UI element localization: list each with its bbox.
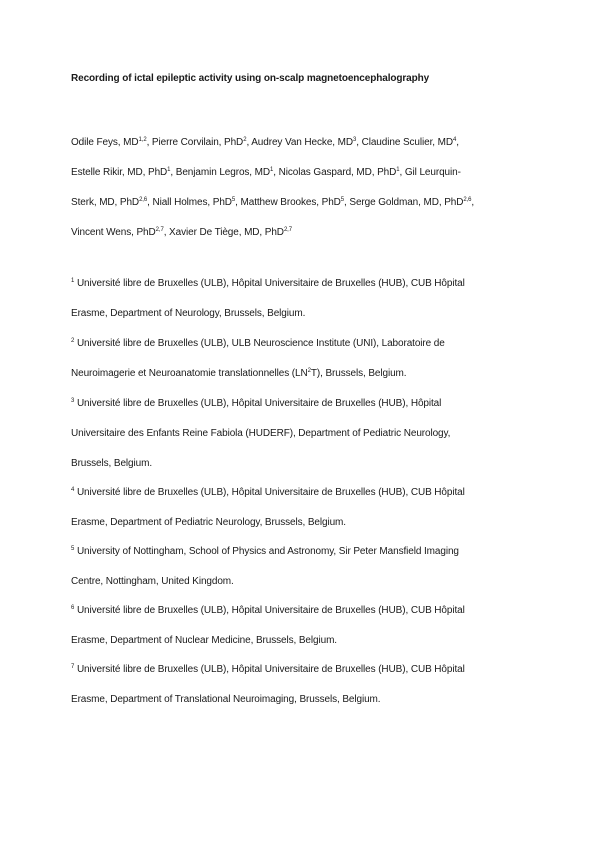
affiliation-number: 4 [71, 487, 75, 493]
affiliation-line [71, 329, 531, 359]
affiliation-line [71, 299, 531, 329]
text-run: Erasme, Department of Neurology, Brussels, Belgium. [71, 308, 306, 319]
text-run: Université libre de Bruxelles (ULB), Hôpital Universitaire de Bruxelles (HUB), CUB Hôpital [76, 605, 465, 616]
affiliation-number: 3 [71, 398, 75, 404]
affiliation-superscript: 2,6 [139, 197, 148, 203]
affiliation-line [71, 269, 531, 299]
affiliation-line [71, 419, 531, 449]
text-run: , Benjamin Legros, MD [170, 167, 271, 178]
affiliation-superscript: 2 [243, 137, 247, 143]
text-run: , Nicolas Gaspard, MD, PhD [273, 167, 397, 178]
affiliation-superscript: 5 [231, 197, 236, 203]
paper-title: Recording of ictal epileptic activity using on-scalp magnetoencephalography [71, 73, 430, 84]
text-run: , Audrey Van Hecke, MD [246, 137, 353, 148]
text-run: , Niall Holmes, PhD [147, 197, 232, 208]
affiliation-number: 1 [71, 278, 75, 284]
text-run: Université libre de Bruxelles (ULB), Hôpital Universitaire de Bruxelles (HUB), CUB Hôpital [76, 278, 465, 289]
affiliation-superscript: 2,7 [155, 227, 164, 233]
text-run: T), Brussels, Belgium. [310, 368, 407, 379]
author-line [71, 158, 531, 188]
affiliation-line [71, 685, 531, 715]
affiliation-item [71, 389, 531, 479]
text-run: Université libre de Bruxelles (ULB), ULB Neuroscience Institute (UNI), Laboratoire de [76, 338, 445, 349]
affiliation-superscript: 4 [452, 137, 457, 143]
text-run: Neuroimagerie et Neuroanatomie translationnelles (LN [71, 368, 308, 379]
text-run: Université libre de Bruxelles (ULB), Hôpital Universitaire de Bruxelles (HUB), Hôpital [76, 398, 442, 409]
affiliation-line [71, 449, 531, 479]
affiliation-line [71, 596, 531, 626]
author-line [71, 188, 531, 218]
affiliation-superscript: 1 [396, 167, 400, 173]
text-run: Odile Feys, MD [71, 137, 139, 148]
text-run: Sterk, MD, PhD [71, 197, 140, 208]
text-run: Brussels, Belgium. [71, 458, 153, 469]
text-run: , Xavier De Tiège, MD, PhD [163, 227, 284, 238]
affiliation-line [71, 478, 531, 508]
affiliation-number: 7 [71, 664, 75, 670]
affiliation-item [71, 478, 531, 538]
affiliation-line [71, 626, 531, 656]
text-run: Erasme, Department of Translational Neuroimaging, Brussels, Belgium. [71, 694, 381, 705]
text-run: Centre, Nottingham, United Kingdom. [71, 576, 234, 587]
affiliation-item [71, 655, 531, 715]
author-list [71, 128, 531, 248]
text-run: , Serge Goldman, MD, PhD [344, 197, 464, 208]
text-run: Université libre de Bruxelles (ULB), Hôpital Universitaire de Bruxelles (HUB), CUB Hôpital [76, 664, 465, 675]
affiliation-item [71, 596, 531, 656]
affiliation-superscript: 1,2 [138, 137, 147, 143]
author-line [71, 128, 531, 158]
affiliation-number: 5 [71, 546, 75, 552]
affiliation-number: 2 [71, 338, 75, 344]
text-run: Erasme, Department of Nuclear Medicine, Brussels, Belgium. [71, 635, 337, 646]
affiliation-item [71, 269, 531, 329]
text-run: , Pierre Corvilain, PhD [146, 137, 244, 148]
text-run: Université libre de Bruxelles (ULB), Hôpital Universitaire de Bruxelles (HUB), CUB Hôpital [76, 487, 465, 498]
affiliation-item [71, 329, 531, 389]
text-run: , [456, 137, 459, 148]
text-run: Erasme, Department of Pediatric Neurology, Brussels, Belgium. [71, 517, 346, 528]
affiliation-item [71, 537, 531, 597]
text-run: , Claudine Sculier, MD [356, 137, 453, 148]
text-run: , Matthew Brookes, PhD [235, 197, 341, 208]
text-run: Estelle Rikir, MD, PhD [71, 167, 168, 178]
affiliation-superscript: 5 [340, 197, 345, 203]
affiliation-superscript: 1 [270, 167, 274, 173]
affiliation-superscript: 1 [167, 167, 171, 173]
affiliation-line [71, 567, 531, 597]
text-run: , [471, 197, 475, 208]
text-run: University of Nottingham, School of Physics and Astronomy, Sir Peter Mansfield Imaging [76, 546, 459, 557]
affiliation-number: 6 [71, 605, 75, 611]
affiliation-line [71, 655, 531, 685]
author-line [71, 218, 531, 248]
affiliation-superscript: 2,6 [463, 197, 472, 203]
affiliation-line [71, 537, 531, 567]
affiliation-line [71, 508, 531, 538]
text-run: Universitaire des Enfants Reine Fabiola (HUDERF), Department of Pediatric Neurology, [71, 428, 451, 439]
affiliation-superscript: 2 [307, 368, 311, 374]
text-run: Vincent Wens, PhD [71, 227, 156, 238]
text-run: , Gil Leurquin- [399, 167, 461, 178]
affiliation-line [71, 389, 531, 419]
affiliation-superscript: 2,7 [283, 227, 292, 233]
affiliation-superscript: 3 [353, 137, 357, 143]
affiliation-line [71, 359, 531, 389]
